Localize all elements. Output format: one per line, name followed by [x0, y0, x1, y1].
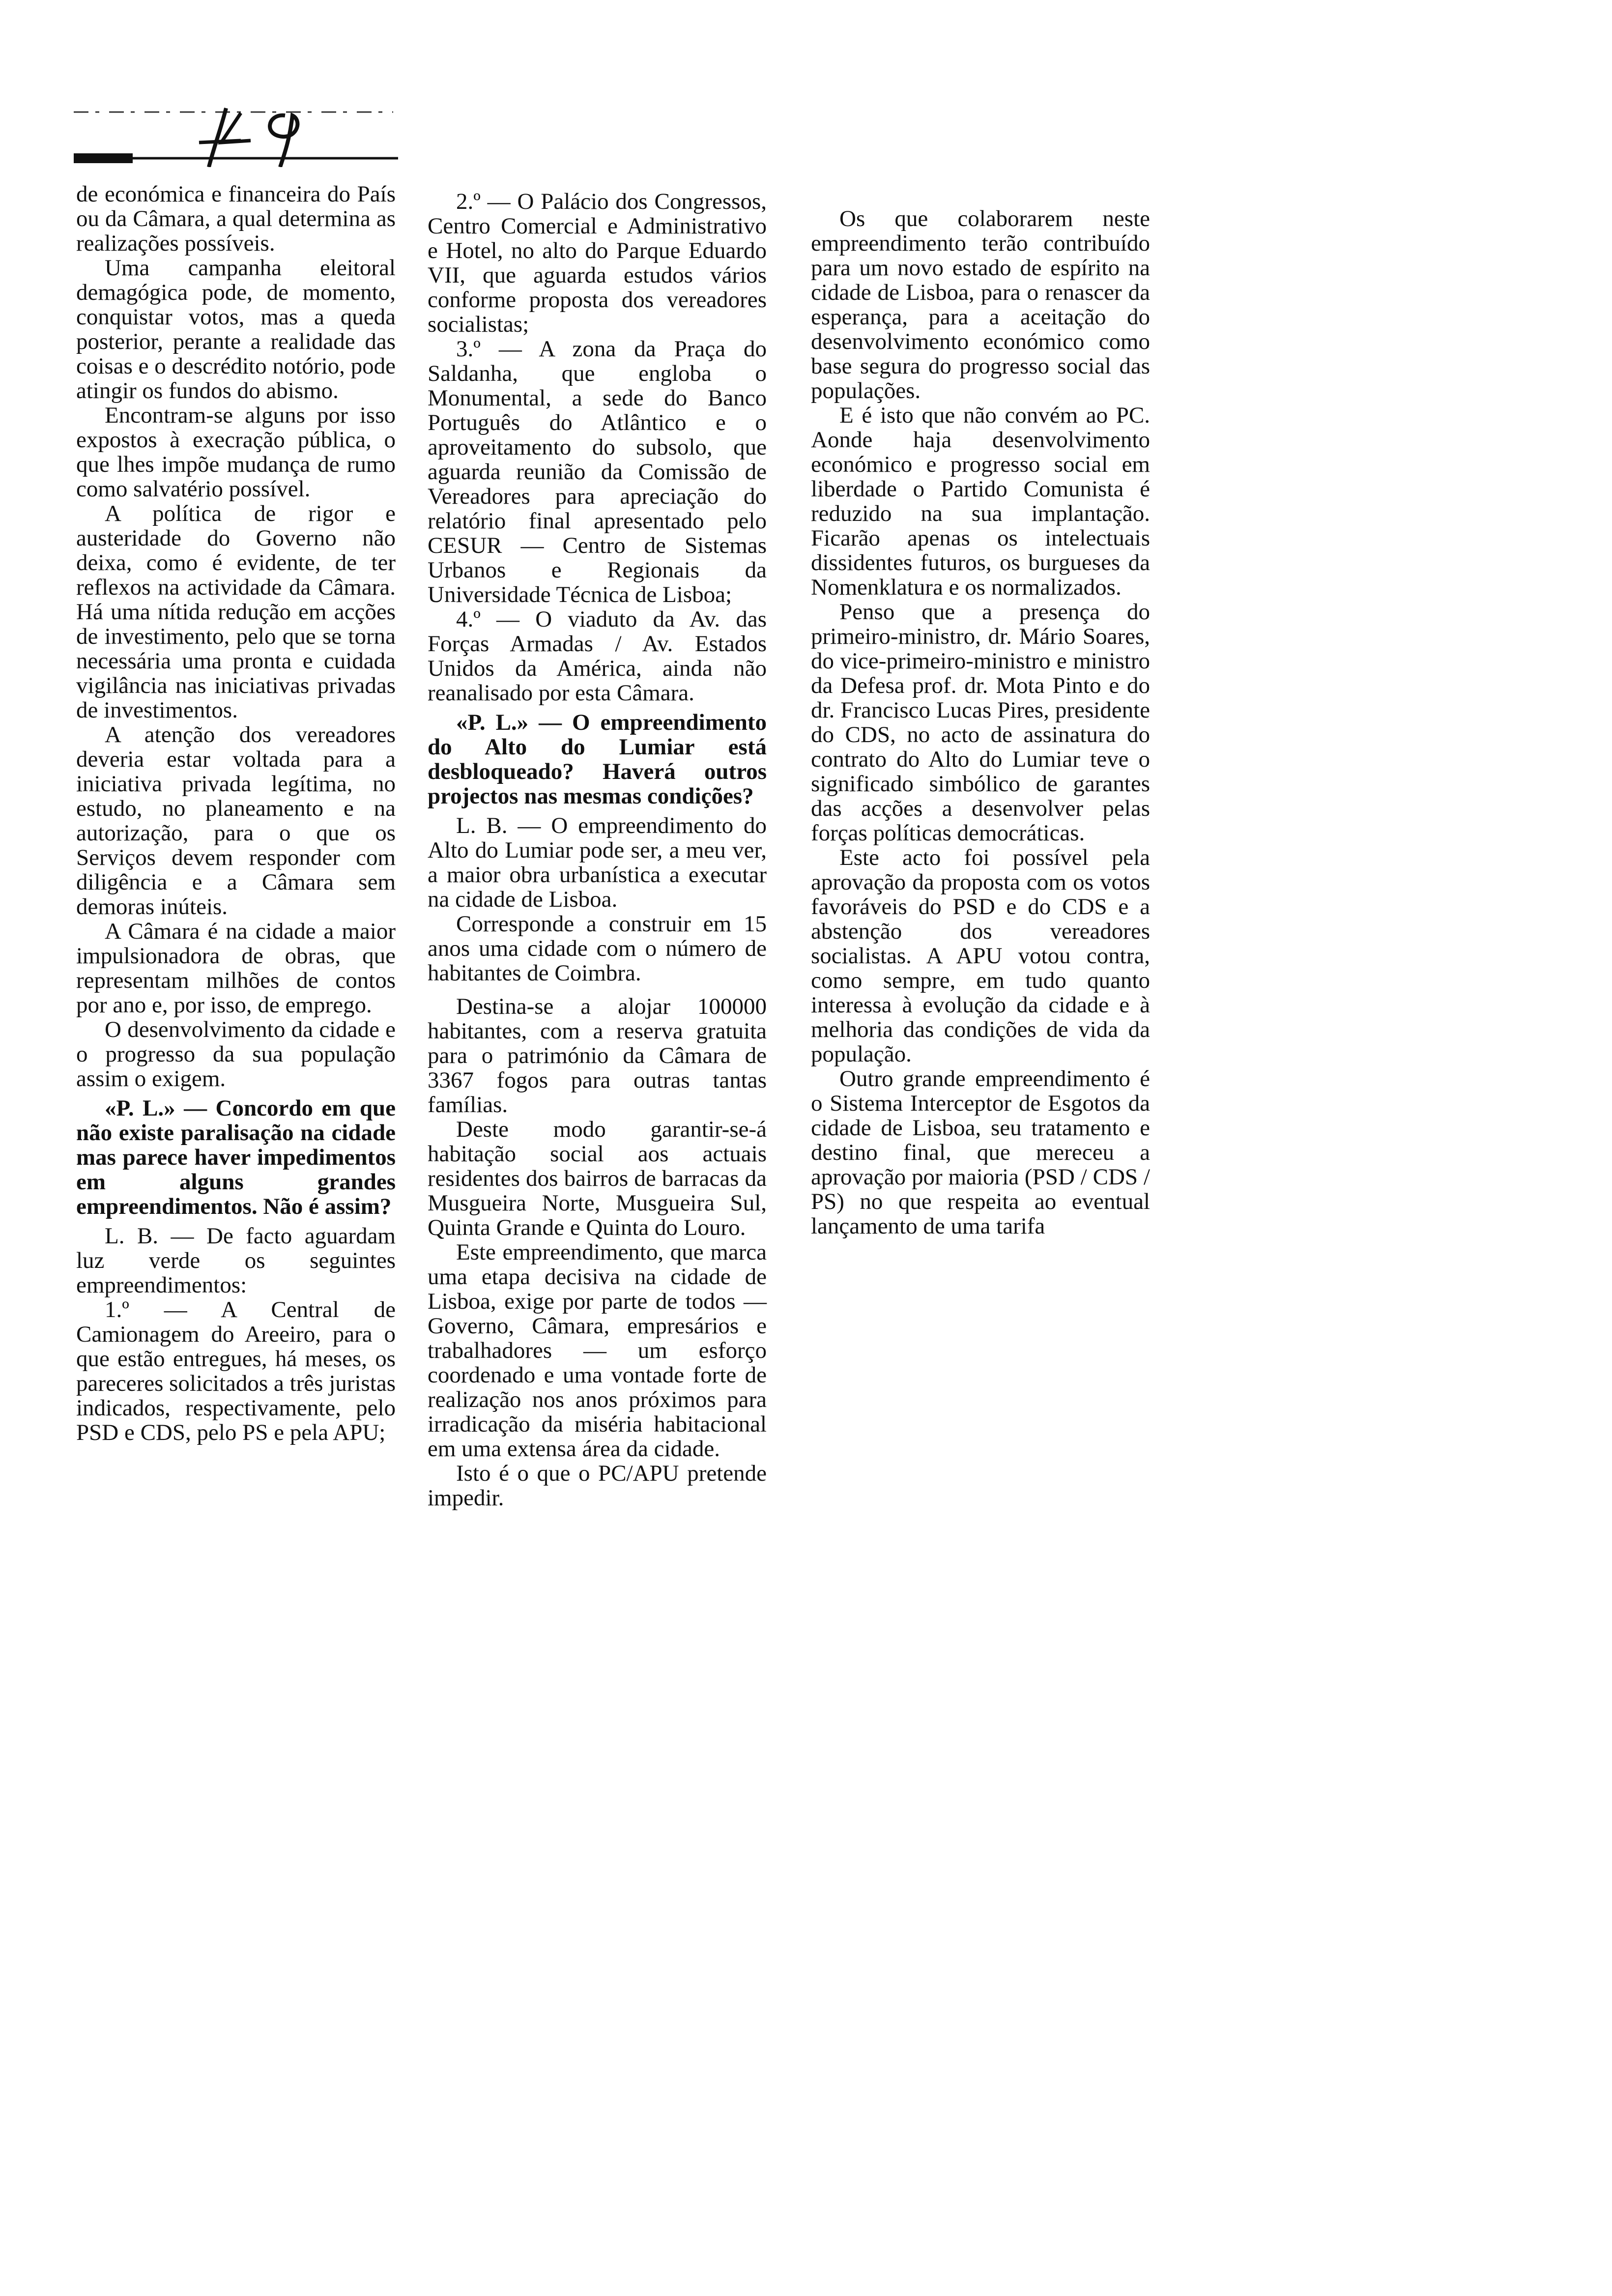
- article-column-2: [428, 189, 767, 1510]
- article-paragraph: Outro grande empreendimento é o Sistema Interceptor de Esgotos da cidade de Lisboa, seu tratamento e destino final, que mereceu a aprovação por maioria (PSD / CDS / PS) no que respeita ao eventual lançamento de uma tarifa: [811, 1066, 1150, 1239]
- article-paragraph: Os que colaborarem neste empreendimento terão contribuído para um novo estado de espírito na cidade de Lisboa, para o renascer da esperança, para a aceitação do desenvolvimento económico como base segura do progresso social das populações.: [811, 206, 1150, 403]
- article-paragraph: Este empreendimento, que marca uma etapa decisiva na cidade de Lisboa, exige por parte de todos — Governo, Câmara, empresários e trabalhadores — um esforço coordenado e uma vontade forte de realização nos anos próximos para irradicação da miséria habitacional em uma extensa área da cidade.: [428, 1239, 767, 1462]
- article-column-1: [76, 182, 396, 1445]
- article-paragraph: de económica e financeira do País ou da Câmara, a qual determina as realizações possíveis.: [76, 181, 396, 256]
- article-paragraph: Corresponde a construir em 15 anos uma cidade com o número de habitantes de Coimbra.: [428, 911, 767, 986]
- interview-answer: L. B. — O empreendimento do Alto do Lumiar pode ser, a meu ver, a maior obra urbanística a executar na cidade de Lisboa.: [428, 813, 767, 912]
- handwritten-page-number-icon: [74, 93, 398, 167]
- article-paragraph: A atenção dos vereadores deveria estar voltada para a iniciativa privada legítima, no estudo, no planeamento e na autorização, para o que os Serviços devem responder com diligência e a Câmara sem demoras inúteis.: [76, 722, 396, 919]
- article-paragraph: O desenvolvimento da cidade e o progresso da sua população assim o exigem.: [76, 1017, 396, 1091]
- article-paragraph: A política de rigor e austeridade do Governo não deixa, como é evidente, de ter reflexos na actividade da Câmara. Há uma nítida redução em acções de investimento, pelo que se torna necessária uma pronta e cuidada vigilância nas iniciativas privadas de investimentos.: [76, 501, 396, 723]
- article-paragraph: 3.º — A zona da Praça do Saldanha, que engloba o Monumental, a sede do Banco Português do Atlântico e o aproveitamento do subsolo, que aguarda reunião da Comissão de Vereadores para apreciação do relatório final apresentado pelo CESUR — Centro de Sistemas Urbanos e Regionais da Universidade Técnica de Lisboa;: [428, 336, 767, 607]
- interview-question: «P. L.» — Concordo em que não existe paralisação na cidade mas parece haver impedimentos em alguns grandes empreendimentos. Não é assim?: [76, 1095, 396, 1219]
- article-paragraph: 1.º — A Central de Camionagem do Areeiro, para o que estão entregues, há meses, os pareceres solicitados a três juristas indicados, respectivamente, pelo PSD e CDS, pelo PS e pela APU;: [76, 1297, 396, 1445]
- article-paragraph: A Câmara é na cidade a maior impulsionadora de obras, que representam milhões de contos por ano e, por isso, de emprego.: [76, 918, 396, 1018]
- interview-answer: L. B. — De facto aguardam luz verde os seguintes empreendimentos:: [76, 1223, 396, 1298]
- article-paragraph: 4.º — O viaduto da Av. das Forças Armadas / Av. Estados Unidos da América, ainda não reanalisado por esta Câmara.: [428, 606, 767, 706]
- article-paragraph: Este acto foi possível pela aprovação da proposta com os votos favoráveis do PSD e do CDS e a abstenção dos vereadores socialistas. A APU votou contra, como sempre, em tudo quanto interessa à evolução da cidade e à melhoria das condições de vida da população.: [811, 845, 1150, 1067]
- article-paragraph: Isto é o que o PC/APU pretende impedir.: [428, 1461, 767, 1511]
- article-paragraph: Deste modo garantir-se-á habitação social aos actuais residentes dos bairros de barracas da Musgueira Norte, Musgueira Sul, Quinta Grande e Quinta do Louro.: [428, 1117, 767, 1240]
- page-header-mark: [74, 93, 398, 167]
- article-column-3: [811, 206, 1150, 1238]
- interview-question: «P. L.» — O empreendimento do Alto do Lumiar está desbloqueado? Haverá outros projectos nas mesmas condições?: [428, 710, 767, 809]
- article-paragraph: E é isto que não convém ao PC. Aonde haja desenvolvimento económico e progresso social em liberdade o Partido Comunista é reduzido na sua implantação. Ficarão apenas os intelectuais dissidentes futuros, os burgueses da Nomenklatura e os normalizados.: [811, 402, 1150, 600]
- article-paragraph: Penso que a presença do primeiro-ministro, dr. Mário Soares, do vice-primeiro-ministro e ministro da Defesa prof. dr. Mota Pinto e do dr. Francisco Lucas Pires, presidente do CDS, no acto de assinatura do contrato do Alto do Lumiar teve o significado simbólico de garantes das acções a desenvolver pelas forças políticas democráticas.: [811, 599, 1150, 846]
- article-paragraph: Destina-se a alojar 100000 habitantes, com a reserva gratuita para o património da Câmara de 3367 fogos para outras tantas famílias.: [428, 994, 767, 1118]
- article-paragraph: 2.º — O Palácio dos Congressos, Centro Comercial e Administrativo e Hotel, no alto do Parque Eduardo VII, que aguarda estudos vários conforme proposta dos vereadores socialistas;: [428, 189, 767, 337]
- article-paragraph: Uma campanha eleitoral demagógica pode, de momento, conquistar votos, mas a queda posterior, perante a realidade das coisas e o descrédito notório, pode atingir os fundos do abismo.: [76, 255, 396, 403]
- article-paragraph: Encontram-se alguns por isso expostos à execração pública, o que lhes impõe mudança de rumo como salvatério possível.: [76, 402, 396, 502]
